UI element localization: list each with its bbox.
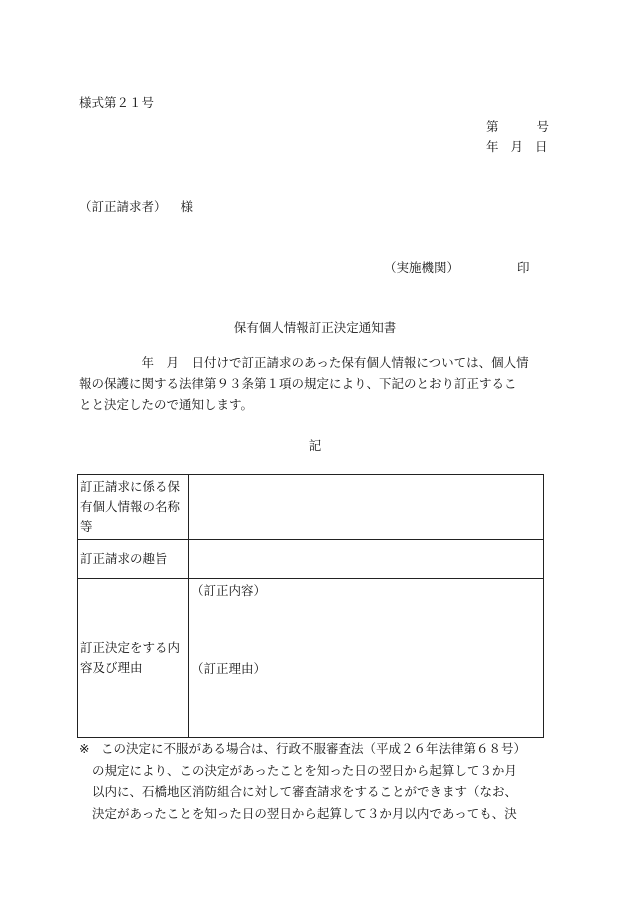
- sender-seal: 印: [517, 260, 530, 275]
- note-mark: ※: [79, 741, 90, 756]
- note-line: [79, 738, 549, 760]
- label-line: 容及び理由: [80, 660, 143, 675]
- form-number: 様式第２１号: [79, 95, 155, 110]
- body-line: 年 月 日付けで訂正請求のあった保有個人情報については、個人情: [79, 355, 529, 370]
- recipient-honorific: 様: [180, 199, 194, 214]
- note-text: この決定に不服がある場合は、行政不服審査法（平成２６年法律第６８号）: [101, 741, 527, 756]
- label-request-purpose: 訂正請求の趣旨: [78, 540, 189, 579]
- sender-label: （実施機関）: [384, 260, 460, 275]
- label-line: 有個人情報の名称: [80, 499, 181, 514]
- date-year: 年: [486, 139, 499, 154]
- note-line: 決定があったことを知った日の翌日から起算して３か月以内であっても、決: [92, 805, 517, 821]
- note-line: の規定により、この決定があったことを知った日の翌日から起算して３か月: [92, 762, 517, 778]
- body-line: とと決定したので通知します。: [79, 397, 254, 412]
- value-decision-content: [189, 579, 544, 738]
- label-line: 訂正決定をする内: [80, 640, 181, 655]
- table-row: [78, 475, 544, 540]
- document-title: 保有個人情報訂正決定通知書: [233, 320, 397, 335]
- value-request-purpose: [189, 540, 544, 579]
- document-number-prefix: 第: [486, 119, 499, 134]
- recipient-label: （訂正請求者）: [79, 199, 167, 214]
- label-decision-content: [78, 579, 189, 738]
- table-row: [78, 579, 544, 738]
- document-number: [486, 117, 549, 135]
- note-line: 以内に、石橋地区消防組合に対して審査請求をすることができます（なお、: [92, 784, 518, 799]
- document-number-suffix: 号: [536, 119, 550, 134]
- recipient: [79, 197, 193, 215]
- value-info-name: [189, 475, 544, 540]
- date-day: 日: [535, 139, 548, 154]
- label-info-name: [78, 475, 189, 540]
- body-line: 報の保護に関する法律第９３条第１項の規定により、下記のとおり訂正するこ: [79, 376, 517, 391]
- decision-table: [77, 474, 544, 738]
- table-row: [78, 540, 544, 579]
- appeal-note: [79, 738, 549, 824]
- label-line: 等: [80, 519, 93, 534]
- correction-reason-label: （訂正理由）: [191, 661, 267, 676]
- correction-content-label: （訂正内容）: [191, 583, 267, 598]
- body-paragraph: [79, 352, 547, 415]
- document-date: [486, 137, 548, 155]
- ki-heading: 記: [308, 438, 322, 453]
- label-line: 訂正請求に係る保: [80, 479, 181, 494]
- date-month: 月: [510, 139, 524, 154]
- sender: [384, 258, 530, 276]
